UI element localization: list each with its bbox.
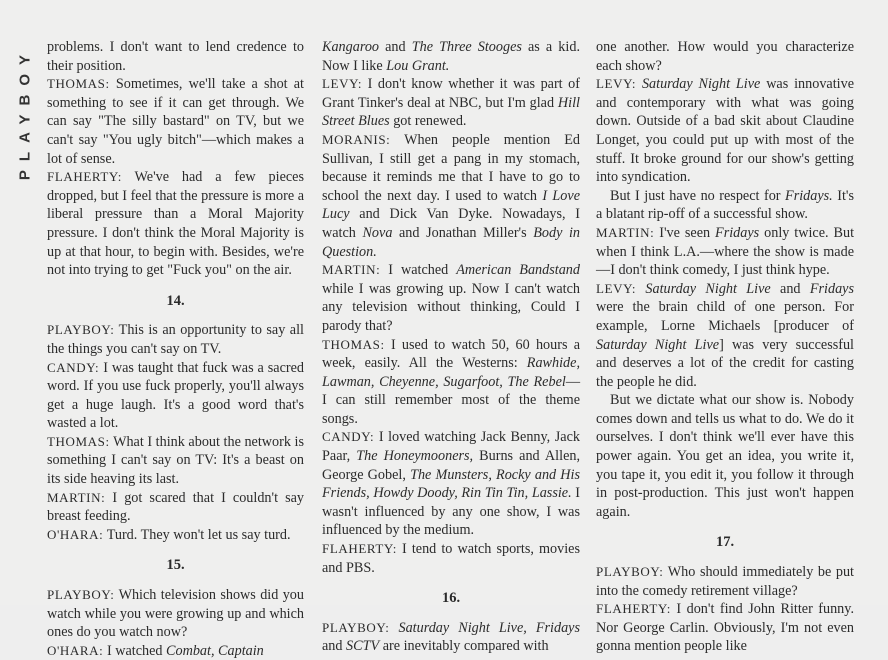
speaker-label: PLAYBOY:	[596, 564, 664, 580]
paragraph: problems. I don't want to lend credence to their position.	[47, 39, 304, 74]
show-title: I Love Lucy	[322, 187, 580, 223]
paragraph: PLAYBOY: Saturday Night Live, Fridays and SCTV are inevitably compared with	[322, 619, 580, 655]
show-title: Nova	[362, 224, 393, 241]
column-1	[47, 38, 304, 660]
paragraph: Kangaroo and The Three Stooges as a kid. Now I like Lou Grant.	[322, 39, 580, 74]
running-title-text: PLAYBOY	[16, 45, 34, 181]
show-title: Kangaroo	[322, 39, 380, 55]
show-title: Fridays.	[785, 187, 833, 204]
speaker-label: MARTIN:	[322, 262, 381, 278]
paragraph: MARTIN: I've seen Fridays only twice. But when I think L.A.—where the show is made—I don't think comedy, I just think hype.	[596, 224, 855, 279]
running-title	[12, 38, 38, 188]
paragraph: LEVY: Saturday Night Live and Fridays were the brain child of one person. For example, Lorne Michaels [producer of Saturday Night Live] was very successful and deserves a lot of the credit for casting the people he did.	[596, 280, 854, 390]
paragraph: But I just have no respect for Fridays. It's a blatant rip-off of a successful show.	[596, 187, 854, 223]
speaker-label: CANDY:	[47, 359, 100, 375]
column-3	[596, 38, 854, 656]
paragraph: PLAYBOY: Which television shows did you watch while you were growing up and which ones do you watch now?	[47, 587, 304, 641]
paragraph: FLAHERTY: I tend to watch sports, movies and PBS.	[322, 541, 580, 576]
paragraph: CANDY: I loved watching Jack Benny, Jack Paar, The Honeymooners, Burns and Allen, George Gobel, The Munsters, Rocky and His Friends, Howdy Doody, Rin Tin Tin, Lassie. I wasn't influenced by any one show, I was influenced by the medium.	[322, 429, 581, 539]
speaker-label: PLAYBOY:	[322, 619, 390, 635]
paragraph: O'HARA: I watched Combat, Captain	[47, 642, 264, 659]
paragraph: PLAYBOY: This is an opportunity to say all the things you can't say on TV.	[47, 322, 304, 357]
speaker-label: LEVY:	[596, 76, 637, 92]
section-number: 15.	[166, 557, 185, 574]
speaker-label: FLAHERTY:	[322, 541, 397, 557]
speaker-label: CANDY:	[322, 429, 375, 445]
speaker-label: THOMAS:	[47, 76, 110, 92]
speaker-label: MARTIN:	[596, 224, 655, 240]
speaker-label: PLAYBOY:	[47, 322, 115, 338]
speaker-label: O'HARA:	[47, 526, 104, 542]
paragraph: MORANIS: When people mention Ed Sullivan, I still get a pang in my stomach, because it reminds me that I have to go to school the next day. I used to watch I Love Lucy and Dick Van Dyke. Nowadays, I watch Nova and Jonathan Miller's Body in Question.	[322, 131, 581, 260]
show-title: Saturday Night Live, Fridays	[398, 619, 580, 636]
show-title: Saturday Night Live	[596, 336, 720, 353]
speaker-label: LEVY:	[596, 280, 637, 296]
show-title: SCTV	[346, 638, 380, 655]
speaker-label: FLAHERTY:	[596, 601, 671, 617]
section-number: 14.	[166, 292, 185, 309]
speaker-label: MORANIS:	[322, 131, 391, 147]
speaker-label: PLAYBOY:	[47, 587, 115, 603]
paragraph: CANDY: I was taught that fuck was a sacred word. If you use fuck properly, you'll always get a huge laugh. It's a good word that's wasted a lot.	[47, 359, 305, 432]
show-title: The Honeymooners,	[356, 448, 474, 465]
paragraph: MARTIN: I got scared that I couldn't say breast feeding.	[47, 489, 305, 525]
paragraph: LEVY: I don't know whether it was part of Grant Tinker's deal at NBC, but I'm glad Hill Street Blues got renewed.	[322, 76, 580, 130]
show-title: The Three Stooges	[411, 39, 522, 55]
speaker-label: O'HARA:	[47, 642, 104, 658]
speaker-label: THOMAS:	[47, 433, 110, 449]
show-title: American Bandstand	[456, 262, 580, 279]
section-number: 16.	[441, 590, 461, 607]
show-title: Combat, Captain	[166, 642, 264, 659]
speaker-label: LEVY:	[322, 76, 363, 92]
show-title: Fridays	[809, 280, 854, 297]
paragraph: FLAHERTY: I don't find John Ritter funny. Nor George Carlin. Obviously, I'm not even gonna mention people like	[596, 601, 854, 655]
speaker-label: MARTIN:	[47, 489, 106, 505]
speaker-label: THOMAS:	[322, 336, 385, 352]
speaker-label: FLAHERTY:	[47, 169, 122, 185]
paragraph: PLAYBOY: Who should immediately be put into the comedy retirement village?	[596, 564, 854, 599]
paragraph: But we dictate what our show is. Nobody comes down and tells us what to do. We do it ourselves. I don't think we'll ever have this power again. You get an idea, you write it, you tape it, you edit it, you follow it through in post-production. This just won't happen again.	[596, 392, 854, 520]
paragraph: FLAHERTY: We've had a few pieces dropped, but I feel that the pressure is more a liberal pressure than a Moral Majority pressure. I don't think the Moral Majority is up at that hour, to begin with. Besides, we're not into trying to get "Fuck you" on the air.	[47, 169, 304, 279]
paragraph: one another. How would you characterize each show?	[596, 39, 854, 74]
paragraph: MARTIN: I watched American Bandstand while I was growing up. Now I can't watch any television without thinking, Could I parody that?	[322, 262, 580, 334]
show-title: Saturday Night Live	[645, 280, 771, 297]
show-title: Saturday Night Live	[641, 76, 761, 93]
show-title: Hill Street Blues	[322, 94, 580, 130]
paragraph: LEVY: Saturday Night Live was innovative and contemporary with what was going down. Outside of a bad skit about Claudine Longet, you could put up with most of the stuff. It broke ground for our show's getting into syndication.	[596, 76, 854, 186]
section-number: 17.	[715, 534, 735, 551]
column-2	[322, 38, 580, 656]
paragraph: THOMAS: Sometimes, we'll take a shot at something to see if it can get through. We can say "The silly bastard" on TV, but we can't say "You ugly bitch"—which makes a lot of sense.	[47, 76, 305, 167]
show-title: The Munsters, Rocky and His Friends, Howdy Doody, Rin Tin Tin, Lassie.	[322, 466, 581, 502]
show-title: Body in Question.	[322, 224, 580, 260]
paragraph: THOMAS: What I think about the network is something I can't say on TV: It's a beast on its side heaving its last.	[47, 433, 305, 488]
show-title: Rawhide, Lawman, Cheyenne, Sugarfoot, The Rebel	[322, 355, 580, 390]
paragraph: O'HARA: Turd. They won't let us say turd.	[47, 526, 291, 543]
show-title: Lou Grant.	[386, 57, 450, 74]
paragraph: THOMAS: I used to watch 50, 60 hours a week, easily. All the Westerns: Rawhide, Lawman, Cheyenne, Sugarfoot, The Rebel—I can still remember most of the theme songs.	[322, 336, 581, 427]
show-title: Fridays	[715, 224, 760, 241]
